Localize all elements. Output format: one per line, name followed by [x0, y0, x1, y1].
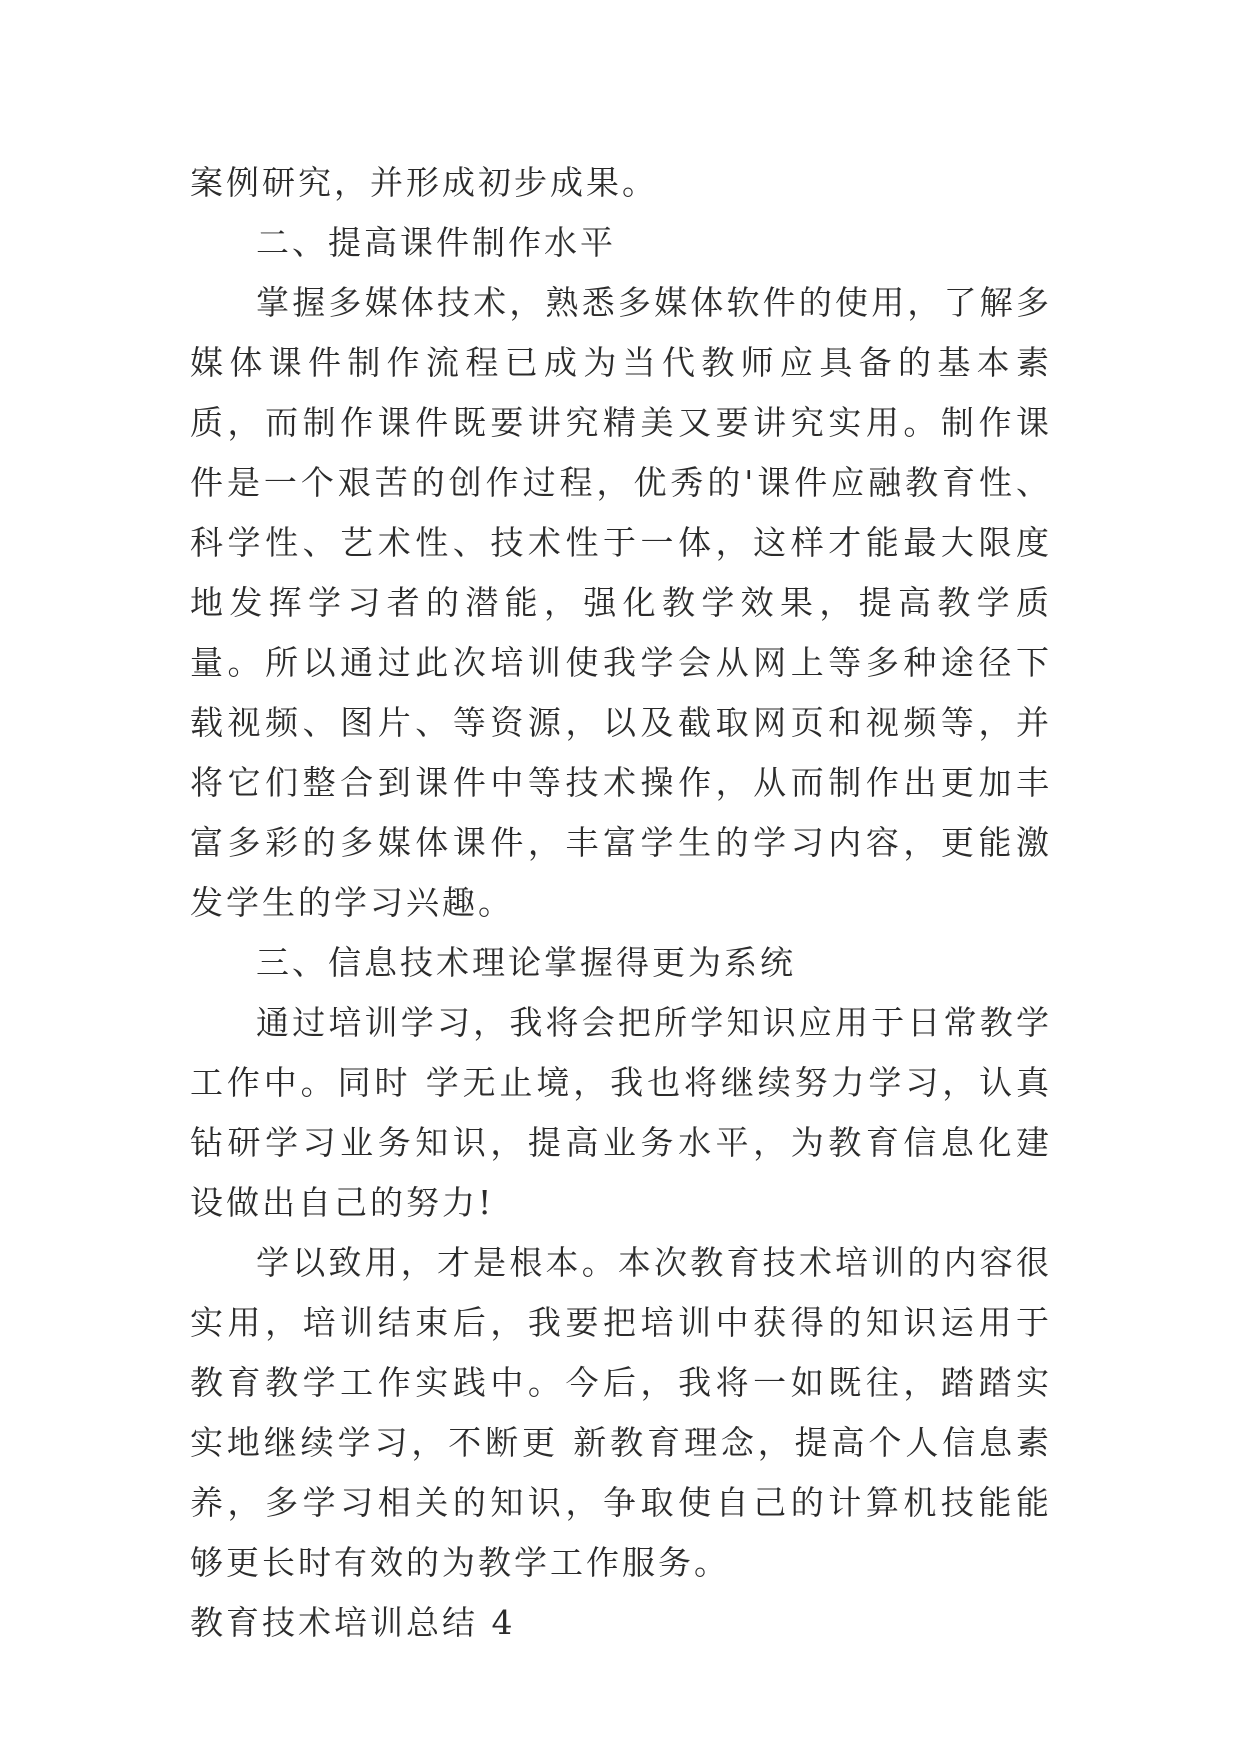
paragraph: 学以致用，才是根本。本次教育技术培训的内容很实用，培训结束后，我要把培训中获得的知识运用于教育教学工作实践中。今后，我将一如既往，踏踏实实地继续学习，不断更 新教育理念，提高个人信息素养，多学习相关的知识，争取使自己的计算机技能能够更长时有效的为教学工作服务。 — [190, 1243, 1052, 1582]
paragraph: 通过培训学习，我将会把所学知识应用于日常教学工作中。同时 学无止境，我也将继续努力学习，认真钻研学习业务知识，提高业务水平，为教育信息化建设做出自己的努力! — [190, 1003, 1052, 1222]
paragraph-continuation: 案例研究，并形成初步成果。 — [190, 163, 658, 202]
paragraph: 掌握多媒体技术，熟悉多媒体软件的使用，了解多媒体课件制作流程已成为当代教师应具备的基本素质，而制作课件既要讲究精美又要讲究实用。制作课件是一个艰苦的创作过程，优秀的'课件应融教育性、科学性、艺术性、技术性于一体，这样才能最大限度地发挥学习者的潜能，强化教学效果，提高教学质量。所以通过此次培训使我学会从网上等多种途径下载视频、图片、等资源，以及截取网页和视频等，并将它们整合到课件中等技术操作，从而制作出更加丰富多彩的多媒体课件，丰富学生的学习内容，更能激发学生的学习兴趣。 — [190, 283, 1052, 922]
document-body — [190, 153, 1052, 1653]
section-heading-3: 三、信息技术理论掌握得更为系统 — [256, 943, 796, 982]
document-title: 教育技术培训总结 4 — [190, 1603, 516, 1642]
section-heading-2: 二、提高课件制作水平 — [256, 223, 616, 262]
